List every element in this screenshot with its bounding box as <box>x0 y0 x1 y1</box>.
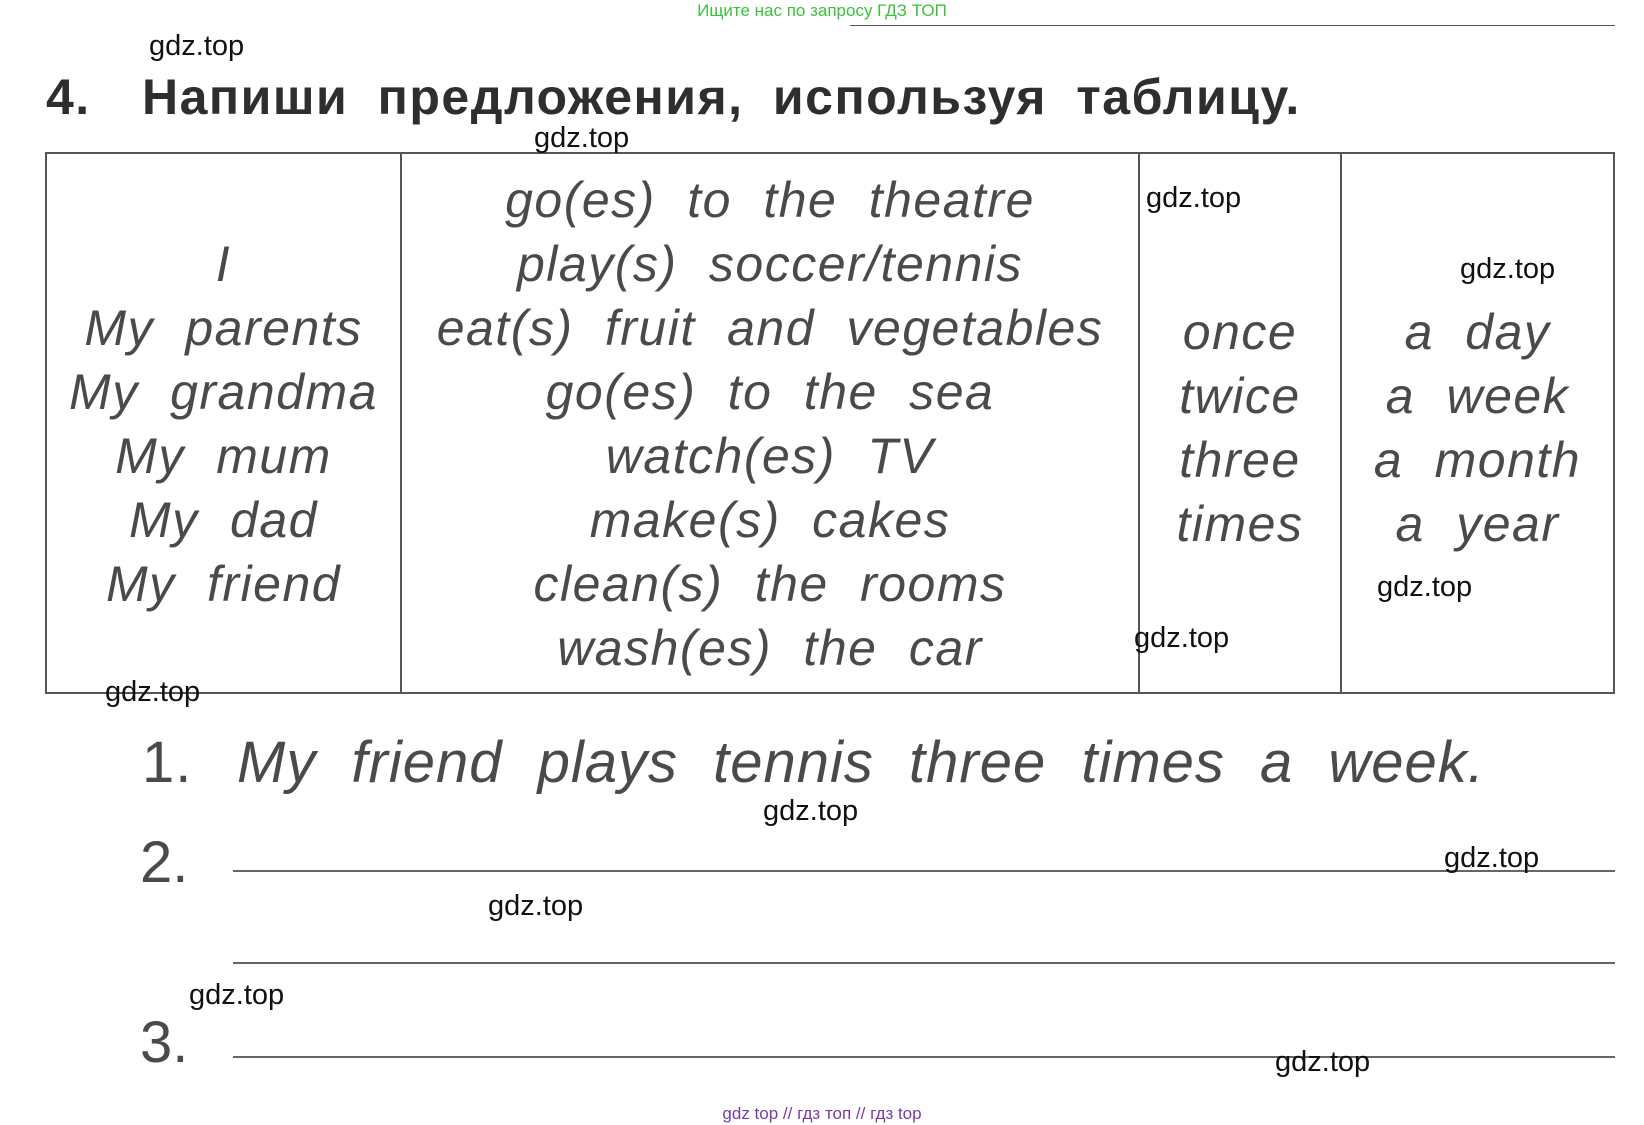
table-cell-frequency: once <box>1182 304 1298 360</box>
table-cell-period: a week <box>1385 368 1570 424</box>
bottom-banner: gdz top // гдз топ // гдз top <box>722 1104 922 1123</box>
watermark: gdz.top <box>488 890 584 922</box>
table-cell-activity: watch(es) TV <box>605 428 935 484</box>
period-column <box>1342 300 1613 556</box>
watermark: gdz.top <box>1444 842 1540 874</box>
top-divider <box>850 25 1615 26</box>
table-cell-activity: clean(s) the rooms <box>533 556 1007 612</box>
watermark: gdz.top <box>1377 571 1473 603</box>
write-line[interactable] <box>233 1056 1615 1058</box>
task-instruction: Напиши предложения, используя таблицу. <box>142 69 1301 125</box>
answer-text: My friend plays tennis three times a week. <box>237 730 1485 795</box>
activities-column <box>402 168 1138 680</box>
table-cell-subject: My dad <box>129 492 318 548</box>
subjects-column <box>47 232 400 616</box>
table-cell-subject: My friend <box>105 556 342 612</box>
frequency-column <box>1140 300 1340 556</box>
table-cell-frequency: twice <box>1179 368 1301 424</box>
table-cell-subject: My parents <box>84 300 363 356</box>
watermark: gdz.top <box>1134 622 1230 654</box>
task-number: 4. <box>46 69 91 125</box>
watermark: gdz.top <box>149 30 245 62</box>
watermark: gdz.top <box>1146 182 1242 214</box>
table-cell-activity: wash(es) the car <box>557 620 983 676</box>
table-cell-subject: My grandma <box>69 364 378 420</box>
answer-number: 2. <box>140 830 189 895</box>
table-cell-activity: eat(s) fruit and vegetables <box>436 300 1104 356</box>
answer-number: 1. <box>142 730 193 795</box>
write-line[interactable] <box>233 962 1615 964</box>
table-cell-activity: go(es) to the theatre <box>505 172 1035 228</box>
watermark: gdz.top <box>763 795 859 827</box>
watermark: gdz.top <box>1460 253 1556 285</box>
watermark: gdz.top <box>189 979 285 1011</box>
watermark: gdz.top <box>1275 1046 1371 1078</box>
table-cell-period: a year <box>1395 496 1560 552</box>
table-cell-activity: go(es) to the sea <box>545 364 995 420</box>
table-cell-subject: My mum <box>115 428 332 484</box>
table-cell-activity: make(s) cakes <box>589 492 951 548</box>
watermark: gdz.top <box>534 122 630 154</box>
table-cell-frequency: three <box>1179 432 1301 488</box>
write-line[interactable] <box>233 870 1615 872</box>
table-cell-period: a month <box>1373 432 1582 488</box>
top-banner: Ищите нас по запросу ГДЗ ТОП <box>697 1 947 20</box>
table-cell-frequency: times <box>1176 496 1304 552</box>
table-cell-subject: I <box>215 236 232 292</box>
table-cell-period: a day <box>1404 304 1551 360</box>
answer-number: 3. <box>140 1010 189 1075</box>
table-cell-activity: play(s) soccer/tennis <box>517 236 1023 292</box>
watermark: gdz.top <box>105 676 201 708</box>
task-heading <box>46 68 1301 126</box>
answer-line-1 <box>142 729 1485 796</box>
